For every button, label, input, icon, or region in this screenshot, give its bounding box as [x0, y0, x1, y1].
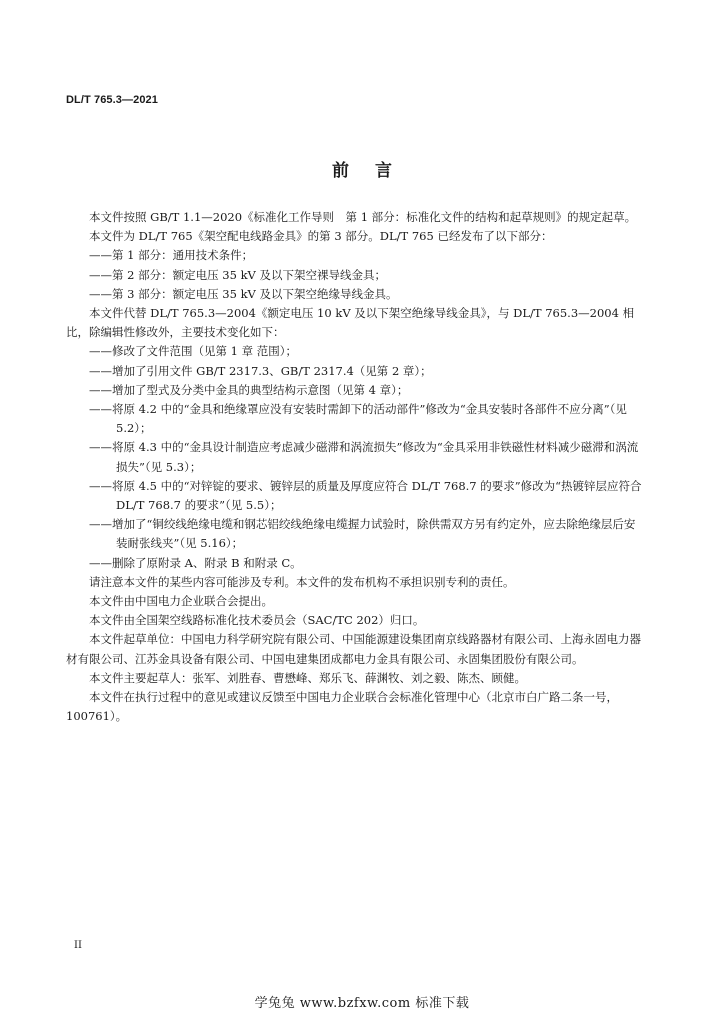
- list-item: ——第 3 部分：额定电压 35 kV 及以下架空绝缘导线金具。: [89, 286, 398, 301]
- list-item: ——第 2 部分：额定电压 35 kV 及以下架空裸导线金具；: [89, 267, 386, 282]
- paragraph: 本文件主要起草人：张军、刘胜春、曹懋峰、郑乐飞、薛渊牧、刘之毅、陈杰、顾健。: [89, 670, 526, 685]
- section-title: 前言: [332, 161, 418, 181]
- list-item: ——修改了文件范围（见第 1 章 范围）；: [89, 344, 298, 359]
- list-item: ——删除了原附录 A、附录 B 和附录 C。: [89, 555, 302, 570]
- paragraph: 本文件由中国电力企业联合会提出。: [89, 594, 273, 609]
- list-item: ——第 1 部分：通用技术条件；: [89, 248, 254, 263]
- foreword-body: [66, 208, 642, 726]
- list-item: ——增加了“铜绞线绝缘电缆和钢芯铝绞线绝缘电缆握力试验时，除供需双方另有约定外，应去除绝缘层后安装耐张线夹”（见 5.16）；: [89, 517, 636, 551]
- paragraph: 本文件由全国架空线路标准化技术委员会（SAC/TC 202）归口。: [89, 613, 425, 628]
- paragraph: 本文件代替 DL/T 765.3—2004《额定电压 10 kV 及以下架空绝缘导线金具》，与 DL/T 765.3—2004 相比，除编辑性修改外，主要技术变化如下：: [66, 306, 635, 340]
- page-number: II: [74, 940, 82, 951]
- paragraph: 本文件起草单位：中国电力科学研究院有限公司、中国能源建设集团南京线路器材有限公司、上海永固电力器材有限公司、江苏金具设备有限公司、中国电建集团成都电力金具有限公司、永固集团股份有限公司。: [66, 632, 641, 666]
- list-item: ——增加了型式及分类中金具的典型结构示意图（见第 4 章）；: [89, 382, 409, 397]
- paragraph: 本文件在执行过程中的意见或建议反馈至中国电力企业联合会标准化管理中心（北京市白广路二条一号，100761）。: [66, 690, 618, 724]
- document-code: DL/T 765.3—2021: [66, 94, 158, 106]
- paragraph: 请注意本文件的某些内容可能涉及专利。本文件的发布机构不承担识别专利的责任。: [89, 574, 515, 589]
- list-item: ——将原 4.3 中的“金具设计制造应考虑减少磁滞和涡流损失”修改为“金具采用非铁磁性材料减少磁滞和涡流损失”（见 5.3）；: [89, 440, 639, 474]
- footer-watermark: 学兔兔 www.bzfxw.com 标准下载: [254, 996, 470, 1011]
- paragraph: 本文件为 DL/T 765《架空配电线路金具》的第 3 部分。DL/T 765 已经发布了以下部分：: [89, 229, 553, 244]
- list-item: ——增加了引用文件 GB/T 2317.3、GB/T 2317.4（见第 2 章）；: [89, 363, 432, 378]
- paragraph: 本文件按照 GB/T 1.1—2020《标准化工作导则 第 1 部分：标准化文件的结构和起草规则》的规定起草。: [89, 210, 637, 224]
- list-item: ——将原 4.5 中的“对锌锭的要求、镀锌层的质量及厚度应符合 DL/T 768.7 的要求”修改为“热镀锌层应符合 DL/T 768.7 的要求”（见 5.5）；: [89, 478, 642, 513]
- list-item: ——将原 4.2 中的“金具和绝缘罩应没有安装时需卸下的活动部件”修改为“金具安装时各部件不应分离”（见 5.2）；: [89, 402, 627, 436]
